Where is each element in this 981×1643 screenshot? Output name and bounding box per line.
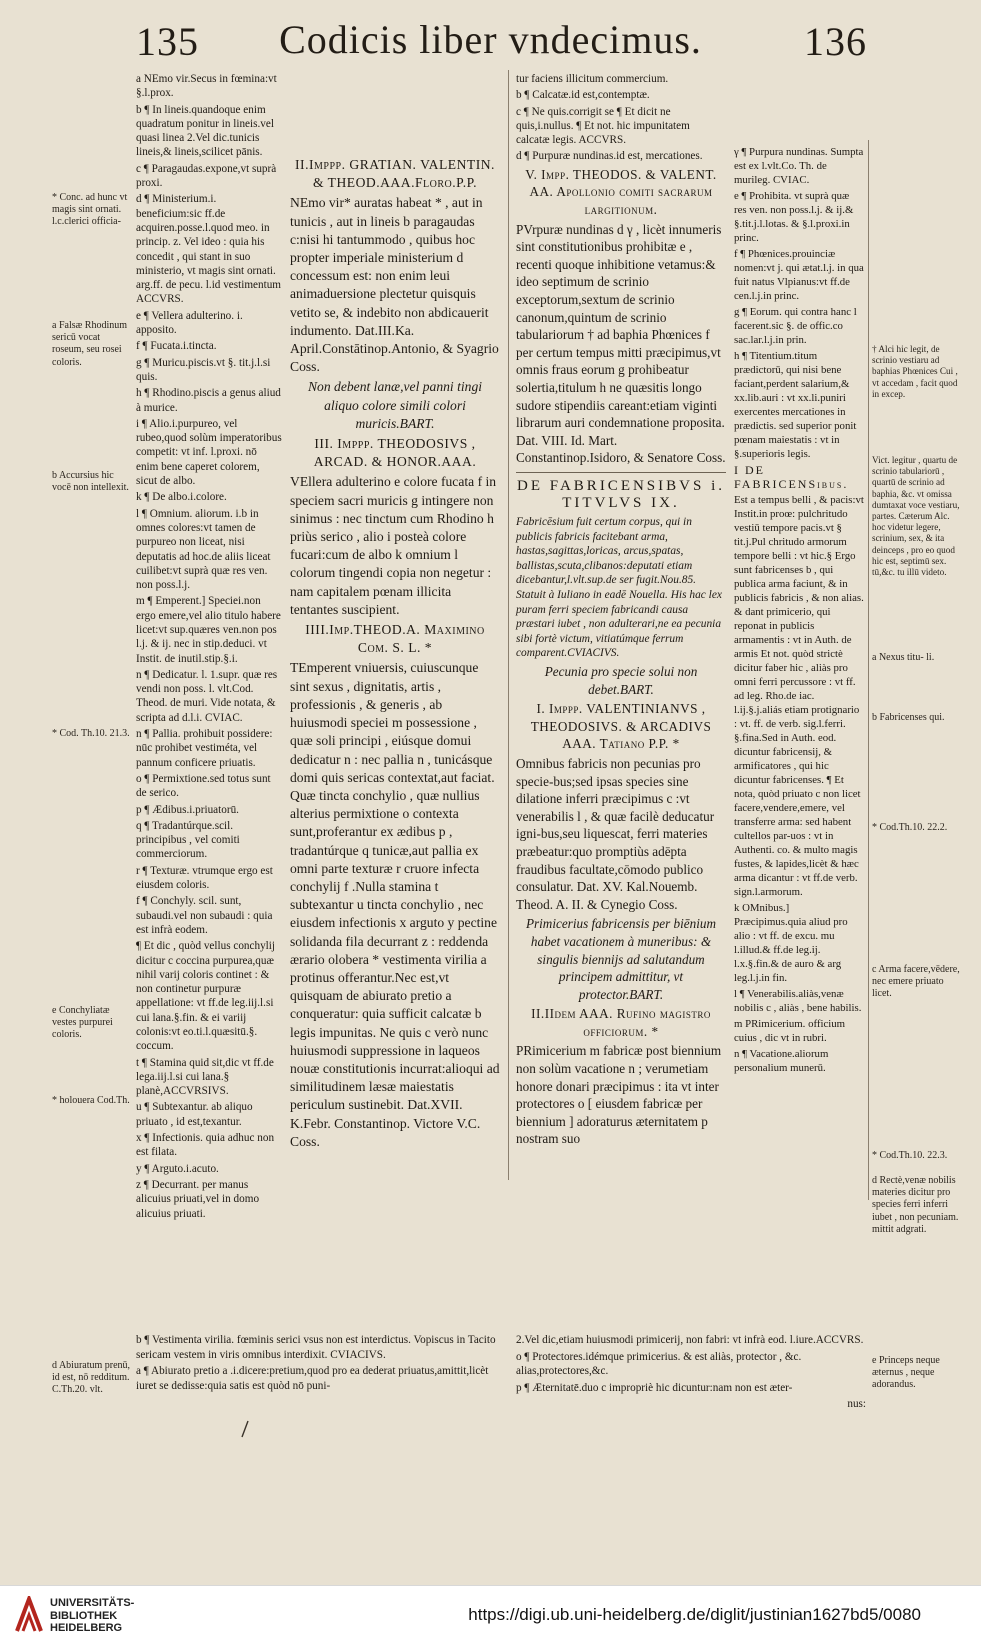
- main-text-column-left: [290, 156, 503, 1153]
- right-margin-note: † Alci hic legit, de scrinio vestiaru ad baphias Phœnices Cui , vt accedam , facit quod in excep.: [872, 344, 961, 399]
- gloss-note: e ¶ Prohibita. vt suprà quæ res ven. non poss.l.j. & ij.& §.tit.j.l.lotas. & §.l.proxi.in princ.: [734, 190, 857, 244]
- gloss-tail-left: [136, 1333, 504, 1395]
- right-margin-note: Vict. legitur , quartu de scrinio tabulariorū , quartū de scrinio ad baphia, &c. vt omissa dumtaxat voce vestiaru, partes. Cæterum Alc. hoc videtur legere, scrinium, sex, & ita deinceps , pro eo quod hic est, septimū sex. tū,&c. tu illū videto.: [872, 455, 962, 578]
- right-margin-note: c Arma facere,vēdere, nec emere priuato licet.: [872, 964, 963, 1000]
- constitution-heading: II.Imppp. GRATIAN. VALENTIN. & THEOD.AAA.Floro.P.P.: [295, 157, 499, 191]
- gloss-note: n ¶ Dedicatur. l. 1.supr. quæ res vendi non poss. l. vlt.Cod. Theod. de muri. Vide notata, & scripta ad d.l.i. CVIAC.: [136, 668, 280, 724]
- left-margin-note: * holouera Cod.Th.: [52, 1095, 130, 1106]
- gloss-note: a NEmo vir.Secus in fœmina:vt §.l.prox.: [136, 73, 280, 100]
- library-name: UNIVERSITÄTS- BIBLIOTHEK HEIDELBERG: [50, 1597, 135, 1634]
- gloss-note: n ¶ Pallia. prohibuit possidere: nūc prohibet vestiméta, vel pannum conficere priuatis.: [136, 728, 276, 769]
- gloss-note: d ¶ Purpuræ nundinas.id est, mercationes.: [516, 150, 703, 163]
- summary-rubric: Pecunia pro specie solui non debet.BART.: [544, 664, 701, 697]
- constitution-text: TEmperent vniuersis, cuiuscunque sint sexus , dignitatis, artis , professionis , & generis , ab huiusmodi speciei m possessione , quæ soli principi , eiúsque domui dedicatur n : nec pallia n , tunicásque domi quis sericas contextat,aut faciat. Quæ tincta conchylio , quæ nullius alterius permixtione o contexta sunt,proferantur ex ædibus p , tradantúrque q tunicæ,aut pallia ex omni parte texturæ r cruore infecta conchylij f .Nulla stamina t subtexantur u tincta conchylio , nec eiusdem infectionis x arguto y pectine solidanda fila decurrant z : reddenda ærario olobera * vestimenta virilia a protinus offerantur.Nec est,vt quisquam de abiurato pretio a conqueratur: quia sufficit calcatæ b legis impunitas. Ne quis c verò nunc huiusmodi suppressione in laqueos nouæ constitutionis incurrat:alioqui ad similitudinem læsæ maiestatis periculum sustinebit. Dat.XVII. K.Febr. Constantinop. Victore V.C. Coss.: [290, 660, 503, 1149]
- constitution-heading: II.IIdem AAA. Rufino magistro officiorum. *: [531, 1006, 715, 1039]
- gloss-note: a ¶ Abiurato pretio a .i.dicere:pretium,quod pro ea dederat priuatus,amittit,licèt iuret se dedisse:quia satis est quòd nō puni-: [136, 1365, 492, 1392]
- gloss-note: f ¶ Fucata.i.tincta.: [136, 340, 217, 353]
- gloss-note: m PRimicerium. officium cuius , dic vt in rubri.: [734, 1018, 848, 1044]
- gloss-title: I DE FABRICENSibus.: [734, 463, 849, 491]
- running-title: Codicis liber vndecimus.: [279, 17, 702, 62]
- title-summary: Fabricēsium fuit certum corpus, qui in publicis fabricis facitebant arma, hastas,sagittas,loricas, arcus,spatas, ballistas,scuta,clibanos:deputati etiam dicebantur,l.vlt.sup.de ser fugit.Nou.85. Statuit à Iuliano in eadē Nouella. His hac lex puram ferri speciem fabricandi causa præstari iubet , non adulterari,ne ea pecunia sibi fortè victum, vitiatúmque ferrum comparent.CVIACIVS.: [516, 516, 725, 660]
- gloss-column-right: [734, 145, 867, 1077]
- gloss-note: q ¶ Tradantúrque.scil. principibus , vel comiti commerciorum.: [136, 819, 243, 861]
- constitution-text: VEllera adulterino e colore fucata f in speciem sacri muricis g intingere non sinimus : nec tinctum cum Rhodino h priùs serico , alio i posteà colore fucari:cum de albo k omnium l colorum tingendi copia non negetur : nam capitalem pœnam illicita tentantes suscipient.: [290, 474, 500, 617]
- gloss-note: p ¶ Æternitatē.duo c impropriè hic dicuntur:nam non est æter-: [516, 1381, 793, 1394]
- gloss-column-left: [136, 72, 285, 1223]
- gloss-note: x ¶ Infectionis. quia adhuc non est filata.: [136, 1132, 277, 1159]
- section-rule: [516, 472, 726, 473]
- summary-rubric: Non debent lanæ,vel panni tingi aliquo colore simili colori muricis.BART.: [307, 379, 486, 431]
- folio-number-left: 135: [136, 19, 199, 64]
- gloss-note: h ¶ Rhodino.piscis a genus aliud à murice.: [136, 387, 284, 414]
- gloss-note: tur faciens illicitum commercium.: [516, 73, 669, 85]
- right-margin-note: * Cod.Th.10. 22.3.: [872, 1150, 948, 1161]
- gloss-note: k OMnibus.] Præcipimus.quia aliud pro alio : vt ff. de excu. mu l.illud.& ff.de leg.ij. l.x.§.fin.& de auro & arg leg.l.j.in fin.: [734, 902, 851, 984]
- gloss-note: b ¶ Vestimenta virilia. fœminis serici vsus non est interdictus. Vopiscus in Tacito sericam vestem in viris omnibus interdixit. CVIACIVS.: [136, 1334, 499, 1361]
- title-heading: DE FABRICENSIBVS i. TITVLVS IX.: [517, 477, 732, 512]
- gloss-note: Est a tempus belli , & pacis:vt Instit.in proœ: pulchritudo vestiū tempore pacis.vt § tit.j.Pul chritudo armorum tempore belli : vt hic.§ Ergo sunt fabricenses b , qui publica arma faciunt, & in publicis fabricis , & non alias. & dant primicerio, qui reponat in publicis armamentis : vt in Auth. de armis Et not. quòd strictè dicitur faber hic , aliàs pro omni ferri percussore : vt ff. ad leg. Rho.de iac. l.ij.§.j.aliás etiam protignario : vt. ff. de verb. sig.l.ferri. §.fina.Sed in Auth. eod. dicuntur fabricensij, & armificatores , qui hic dicuntur fabricenses. ¶ Et nota, quòd priuato c non licet facere,vendere,emere, vel transferre arma: sed habent cultellos par-uos : vt in Authenti. co. & multo magis fustes, & lapides,licèt & hæc arma dicantur : vt ff.de verb. sign.l.armorum.: [734, 494, 867, 898]
- gloss-note: l ¶ Venerabilis.aliàs,venæ nobilis c , aliàs , bene habilis.: [734, 988, 862, 1014]
- right-margin-note: e Princeps neque æternus , neque adorandus.: [872, 1355, 943, 1391]
- gloss-note: c ¶ Paragaudas.expone,vt suprà proxi.: [136, 162, 280, 190]
- gloss-note: h ¶ Titentium.titum prædictorū, qui nisi bene faciant,perdent salarium,& xx.lib.auri : vt xx.li.puniri exercentes mercationes in prædictis. sed superior ponit pœnam maiestatis : vt in §.superioris legis.: [734, 350, 860, 460]
- constitution-heading: V. Impp. THEODOS. & VALENT. AA. Apollonio comiti sacrarum largitionum.: [525, 166, 720, 217]
- right-margin-note: a Nexus titu- li.: [872, 652, 935, 663]
- constitution-text: NEmo vir* auratas habeat * , aut in tunicis , aut in lineis b paragaudas c:nisi hi tantummodo , quibus hoc propter imperiale ministerium d concessum est: non enim leui animaduersione plectetur quisquis vetito se, & indebito non abdicauerit indumento. Dat.III.Ka. April.Constātinop.Antonio, & Syagrio Coss.: [290, 195, 503, 375]
- right-margin-note: d Rectè,venæ nobilis materies dicitur pro species ferri inferri iubet , non pecuniam. mittit adgrati.: [872, 1175, 961, 1235]
- gloss-note: p ¶ Ædibus.i.priuatorū.: [136, 803, 239, 816]
- left-margin-note: d Abiuratum prenū, id est, nō redditum. C.Th.20. vlt.: [52, 1360, 133, 1396]
- catchword: nus:: [847, 1398, 866, 1411]
- gloss-note: n ¶ Vacatione.aliorum personalium munerū.: [734, 1048, 832, 1074]
- gloss-note: i ¶ Alio.i.purpureo, vel rubeo,quod solùm imperatoribus competit: vt inf. l.proxi. nō enim bene caperet colorem, sicut de albo.: [136, 417, 285, 488]
- constitution-text: PRimicerium m fabricæ post biennium non solùm vacatione n ; verumetiam honore donari præcipimus : ita vt inter protectores o [ eiusdem fabricæ per biennium ] adoraturus æternitatem p nostram suo: [516, 1043, 725, 1147]
- gloss-note: ¶ Et dic , quòd vellus conchylij dicitur c coccina purpurea,quæ nihil varij coloris continet : & non continetur purpuræ appellatione: vt ff.de leg.iij.l.si cui lana.§.fin. & ei variij colonis:vt eo.ti.l.quæsitū.§. coccum.: [136, 940, 278, 1053]
- gloss-note: r ¶ Texturæ. vtrumque ergo est eiusdem coloris.: [136, 864, 276, 892]
- constitution-text: PVrpuræ nundinas d γ , licèt innumeris sint constitutionibus prohibitæ e , recenti quoque inhibitione vetamus:& ideo septimum de scrinio exceptorum,sextum de scrinio canonum,quintum de scrinio tabulariorum † ad baphia Phœnices f per certum tempus mitti præcipimus,vt omnis fraus eorum g prohibeatur solertia,titulum h ne quæsitis longo sudore stipendiis careant:etiam viginti librarum auri condemnatione proposita. Dat. VIII. Id. Mart. Constantinop.Isidoro, & Senatore Coss.: [516, 221, 729, 466]
- gloss-note: y ¶ Arguto.i.acuto.: [136, 1162, 219, 1175]
- center-column-rule: [508, 70, 509, 1180]
- summary-rubric: Primicerius fabricensis per biēnium habet vacationem à muneribus: & singulis biennijs ad salutandum principem admittitur, vt protector.BART.: [525, 916, 720, 1002]
- left-margin-note: * Conc. ad hunc vt magis sint ornati. l.c.clerici officia-: [52, 192, 130, 228]
- gloss-note: f ¶ Phœnices.prouinciæ nomen:vt j. qui ætat.l.j. in qua fuit natus Vlpianus:vt ff.de cen.l.j.in princ.: [734, 248, 867, 302]
- gloss-note: u ¶ Subtexantur. ab aliquo priuato , id est,texantur.: [136, 1101, 256, 1128]
- left-margin-note: b Accursius hic vocē non intellexit.: [52, 470, 129, 494]
- constitution-heading: III. Imppp. THEODOSIVS , ARCAD. & HONOR.AAA.: [313, 436, 479, 470]
- left-margin-note: a Falsæ Rhodinum sericū vocat roseum, seu rosei coloris.: [52, 320, 130, 368]
- gloss-note: m ¶ Emperent.] Speciei.non ergo emere,vel alio titulo habere licet:vt sup.quæres ven.non pos l.j. & ij. nec in stip.deduci. vt Instit. de inutil.stip.§.i.: [136, 595, 284, 665]
- gloss-note: b ¶ In lineis.quandoque enim quadratum ponitur in lineis.vel quasi linea 2.Vel dic.tunicis lineis,& lineis,scilicet pānis.: [136, 103, 277, 159]
- constitution-text: Omnibus fabricis non pecunias pro specie-bus;sed ipsas species sine dilatione inferri præcipimus c :vt venerabilis l , & quæ facilè deducatur igni-bus,seu liquescat, ferri materies præbeatur:quo promptiùs adēpta fraudibus facultate,cōmodo publico consulatur. Dat. XV. Kal.Nouemb. Theod. A. II. & Cynegio Coss.: [516, 755, 718, 912]
- gloss-note: f ¶ Conchyly. scil. sunt, subaudi.vel non subaudi : quia est infrà eodem.: [136, 895, 276, 936]
- gloss-note: b ¶ Calcatæ.id est,contemptæ.: [516, 89, 650, 102]
- right-margin-note: b Fabricenses qui.: [872, 712, 945, 723]
- gloss-note: γ ¶ Purpura nundinas. Sumpta est ex l.vlt.Co. Th. de murileg. CVIAC.: [734, 146, 867, 186]
- gloss-note: g ¶ Eorum. qui contra hanc l facerent.sic §. de offic.co sac.lar.l.j.in prin.: [734, 306, 860, 346]
- constitution-heading: IIII.Imp.THEOD.A. Maximino Com. S. L. *: [305, 622, 489, 656]
- university-library-logo-icon: [14, 1596, 44, 1634]
- constitution-heading: I. Imppp. VALENTINIANVS , THEODOSIVS. & ARCADIVS AAA. Tatiano P.P. *: [530, 701, 715, 752]
- viewer-footer: [0, 1585, 981, 1643]
- gloss-note: t ¶ Stamina quid sit,dic vt ff.de lega.iij.l.si cui lana.§ planè,ACCVRSIVS.: [136, 1056, 277, 1098]
- gloss-note: 2.Vel dic,etiam huiusmodi primicerij, non fabri: vt infrà eod. l.iure.ACCVRS.: [516, 1334, 864, 1346]
- ink-mark-icon: [238, 1420, 252, 1438]
- main-text-column-right: [516, 72, 732, 1150]
- left-margin-note: e Conchyliatæ vestes purpurei coloris.: [52, 1005, 116, 1041]
- right-margin-rule: [868, 140, 869, 1200]
- gloss-note: g ¶ Muricu.piscis.vt §. tit.j.l.si quis.: [136, 356, 274, 383]
- gloss-note: o ¶ Permixtione.sed totus sunt de serico.: [136, 772, 274, 800]
- right-margin-note: * Cod.Th.10. 22.2.: [872, 822, 948, 833]
- page-url-link[interactable]: https://digi.ub.uni-heidelberg.de/diglit/justinian1627bd5/0080: [468, 1605, 921, 1624]
- folio-number-right: 136: [804, 19, 867, 64]
- gloss-note: c ¶ Ne quis.corrigit se ¶ Et dicit ne quis,i.nullus. ¶ Et not. hic impunitatem calcatæ legis. ACCVRS.: [516, 105, 693, 147]
- left-margin-note: * Cod. Th.10. 21.3.: [52, 728, 130, 739]
- gloss-note: d ¶ Ministerium.i. beneficium:sic ff.de acquiren.posse.l.quod meo. in princip. z. Vel ideo : quia his concedit , qui stant in suo ministerio, vt magis sint ornati. arg.ff. de pecu. l.id vestimentum ACCVRS.: [136, 193, 284, 306]
- gloss-tail-right: [516, 1333, 866, 1414]
- gloss-note: z ¶ Decurrant. per manus alicuius priuati,vel in domo alicuius priuati.: [136, 1178, 262, 1220]
- gloss-note: l ¶ Omnium. aliorum. i.b in omnes colores:vt tamen de purpureo non liceat, nisi deputatis ad hoc.de aliis liceat cuilibet:vt suprà quæ res ven. non poss.l.j.: [136, 507, 274, 592]
- gloss-note: o ¶ Protectores.idémque primicerius. & est aliàs, protector , &c. alias,protectores,&c.: [516, 1350, 805, 1378]
- gloss-note: k ¶ De albo.i.colore.: [136, 491, 227, 504]
- gloss-note: e ¶ Vellera adulterino. i. apposito.: [136, 309, 246, 337]
